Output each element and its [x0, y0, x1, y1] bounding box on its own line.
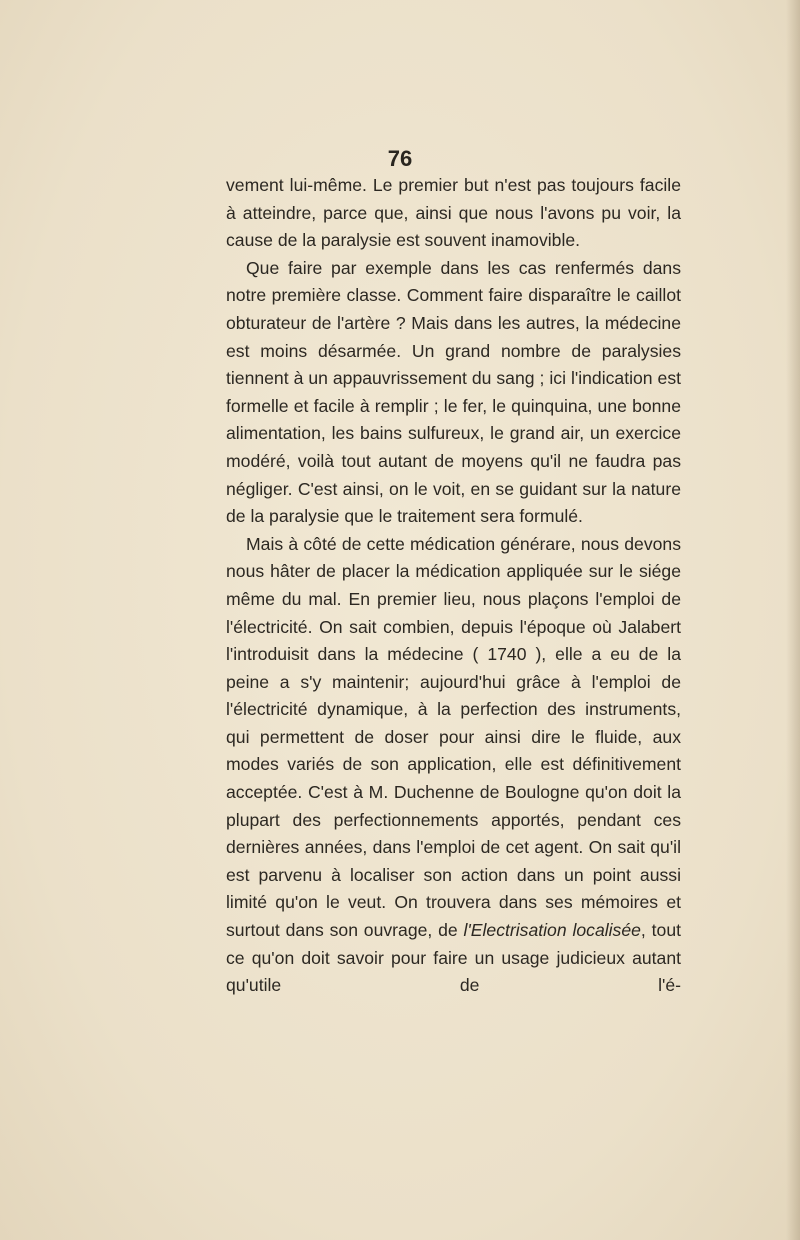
book-title-italic: l'Electrisation localisée [463, 920, 641, 941]
paragraph-1: vement lui-même. Le premier but n'est pas toujours facile à atteindre, parce que, ainsi que nous l'avons pu voir, la cause de la paralysie est souvent inamovible. [226, 175, 681, 251]
paragraph-3 [226, 531, 681, 1000]
body-text [226, 172, 681, 1000]
page-number: 76 [387, 146, 413, 171]
paragraph-2: Que faire par exemple dans les cas renfermés dans notre première classe. Comment faire disparaître le caillot obturateur de l'artère ? Mais dans les autres, la médecine est moins désarmée. Un grand nombre de paralysies tiennent à un appauvrissement du sang ; ici l'indication est formelle et facile à remplir ; le fer, le quinquina, une bonne alimentation, les bains sulfureux, le grand air, un exercice modéré, voilà tout autant de moyens qu'il ne faudra pas négliger. C'est ainsi, on le voit, en se guidant sur la nature de la paralysie que le traitement sera formulé. [226, 257, 681, 527]
page-edge-shadow [786, 0, 800, 1240]
paragraph-3-text-end: , tout ce qu'on doit savoir pour faire un usage judicieux autant qu'utile de l'é- [226, 920, 681, 996]
paragraph-3-text-start: Mais à côté de cette médication générare, nous devons nous hâter de placer la médication appliquée sur le siége même du mal. En premier lieu, nous plaçons l'emploi de l'électricité. On sait combien, depuis l'époque où Jalabert l'introduisit dans la médecine ( 1740 ), elle a eu de la peine a s'y maintenir; aujourd'hui grâce à l'emploi de l'électricité dynamique, à la perfection des instruments, qui permettent de doser pour ainsi dire le fluide, aux modes variés de son application, elle est définitivement acceptée. C'est à M. Duchenne de Boulogne qu'on doit la plupart des perfectionnements apportés, pendant ces dernières années, dans l'emploi de cet agent. On sait qu'il est parvenu à localiser son action dans un point aussi limité qu'on le veut. On trouvera dans ses mémoires et surtout dans son ouvrage, de [226, 533, 681, 941]
